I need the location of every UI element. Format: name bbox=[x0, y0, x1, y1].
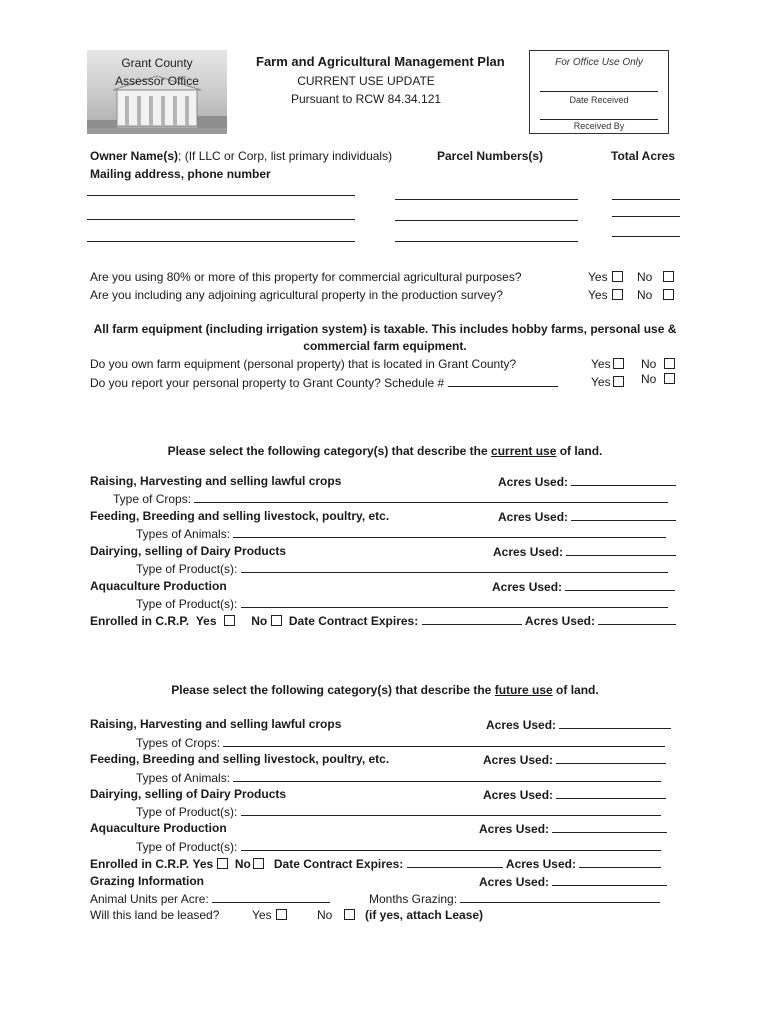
question-adjoining-property: Are you including any adjoining agricultural property in the production survey? bbox=[90, 288, 503, 302]
schedule-number-field[interactable] bbox=[448, 375, 558, 387]
future-animals-field[interactable] bbox=[233, 770, 661, 782]
future-crp-no-checkbox[interactable] bbox=[253, 858, 264, 869]
owner-line-2[interactable] bbox=[87, 219, 355, 220]
future-raising-acres: Acres Used: bbox=[486, 717, 671, 733]
office-use-box bbox=[529, 50, 669, 134]
question-commercial-use: Are you using 80% or more of this property for commercial agricultural purposes? bbox=[90, 270, 522, 284]
q3-no-option[interactable]: No bbox=[641, 357, 675, 372]
leased-yes-option[interactable]: Yes bbox=[252, 908, 287, 923]
form-subtitle: CURRENT USE UPDATE bbox=[297, 74, 435, 88]
current-dairying-acres: Acres Used: bbox=[493, 544, 676, 560]
current-use-heading: Please select the following category(s) that describe the current use of land. bbox=[167, 444, 603, 458]
date-received-label: Date Received bbox=[569, 95, 629, 105]
received-by-label: Received By bbox=[573, 121, 625, 131]
acres-line-3[interactable] bbox=[612, 236, 680, 237]
future-feeding-label: Feeding, Breeding and selling livestock, poultry, etc. bbox=[90, 752, 390, 766]
attach-lease-note: (if yes, attach Lease) bbox=[365, 908, 484, 922]
months-grazing-label: Months Grazing: bbox=[369, 891, 660, 907]
future-dairying-acres-field[interactable] bbox=[556, 787, 666, 799]
parcel-line-3[interactable] bbox=[395, 241, 578, 242]
future-aqua-products-field[interactable] bbox=[241, 839, 661, 851]
animal-units-label: Animal Units per Acre: bbox=[90, 891, 330, 907]
current-crops-label: Type of Crops: bbox=[113, 491, 668, 507]
current-aquaculture-acres: Acres Used: bbox=[492, 579, 675, 595]
q2-yes-checkbox[interactable] bbox=[612, 289, 623, 300]
current-raising-acres-field[interactable] bbox=[571, 474, 676, 486]
future-animals-label: Types of Animals: bbox=[136, 770, 661, 786]
future-feeding-acres-field[interactable] bbox=[556, 752, 666, 764]
future-raising-label: Raising, Harvesting and selling lawful crops bbox=[90, 717, 342, 731]
received-by-line[interactable] bbox=[540, 119, 658, 120]
future-aquaculture-acres-field[interactable] bbox=[552, 821, 667, 833]
office-name: Assessor Office bbox=[115, 74, 199, 88]
grazing-acres-field[interactable] bbox=[552, 874, 667, 886]
office-use-title: For Office Use Only bbox=[555, 57, 643, 68]
q4-no-option[interactable]: No bbox=[641, 372, 675, 387]
future-feeding-acres: Acres Used: bbox=[483, 752, 666, 768]
date-received-line[interactable] bbox=[540, 91, 658, 92]
future-crp-acres-field[interactable] bbox=[579, 856, 661, 868]
acres-line-1[interactable] bbox=[612, 199, 680, 200]
equipment-notice-line-1: All farm equipment (including irrigation system) is taxable. This includes hobby farms, personal use & bbox=[93, 322, 677, 336]
future-raising-acres-field[interactable] bbox=[559, 717, 671, 729]
current-dairying-acres-field[interactable] bbox=[566, 544, 676, 556]
q4-no-checkbox[interactable] bbox=[664, 373, 675, 384]
grazing-acres: Acres Used: bbox=[479, 874, 667, 890]
current-aqua-products-label: Type of Product(s): bbox=[136, 596, 668, 612]
future-dairy-products-field[interactable] bbox=[241, 804, 661, 816]
current-crp-no-checkbox[interactable] bbox=[271, 615, 282, 626]
current-crp-acres-field[interactable] bbox=[598, 613, 676, 625]
current-raising-label: Raising, Harvesting and selling lawful crops bbox=[90, 474, 342, 488]
q2-no-checkbox[interactable] bbox=[663, 289, 674, 300]
acres-line-2[interactable] bbox=[612, 216, 680, 217]
current-feeding-acres: Acres Used: bbox=[498, 509, 676, 525]
q2-no-option[interactable]: No bbox=[637, 288, 674, 303]
q3-no-checkbox[interactable] bbox=[664, 358, 675, 369]
future-crp-yes-checkbox[interactable] bbox=[217, 858, 228, 869]
future-aqua-products-label: Type of Product(s): bbox=[136, 839, 661, 855]
current-crp-yes-checkbox[interactable] bbox=[224, 615, 235, 626]
county-name: Grant County bbox=[121, 56, 193, 70]
future-crops-field[interactable] bbox=[223, 735, 665, 747]
months-grazing-field[interactable] bbox=[460, 891, 660, 903]
leased-yes-checkbox[interactable] bbox=[276, 909, 287, 920]
parcel-line-2[interactable] bbox=[395, 220, 578, 221]
leased-question: Will this land be leased? bbox=[90, 908, 220, 922]
current-raising-acres: Acres Used: bbox=[498, 474, 676, 490]
q1-no-checkbox[interactable] bbox=[663, 271, 674, 282]
future-dairying-acres: Acres Used: bbox=[483, 787, 666, 803]
current-crp-row: Enrolled in C.R.P. Yes No Date Contract Expires: Acres Used: bbox=[90, 613, 676, 629]
q1-yes-checkbox[interactable] bbox=[612, 271, 623, 282]
form-title: Farm and Agricultural Management Plan bbox=[256, 54, 505, 69]
owner-name-label: Owner Name(s); (If LLC or Corp, list primary individuals) bbox=[90, 149, 393, 163]
rcw-reference: Pursuant to RCW 84.34.121 bbox=[290, 92, 442, 106]
future-aquaculture-acres: Acres Used: bbox=[479, 821, 667, 837]
question-own-equipment: Do you own farm equipment (personal property) that is located in Grant County? bbox=[90, 357, 517, 371]
current-crops-field[interactable] bbox=[194, 491, 668, 503]
q3-yes-checkbox[interactable] bbox=[613, 358, 624, 369]
current-aquaculture-acres-field[interactable] bbox=[565, 579, 675, 591]
leased-no-checkbox[interactable] bbox=[344, 909, 355, 920]
future-aquaculture-label: Aquaculture Production bbox=[90, 821, 227, 835]
current-feeding-acres-field[interactable] bbox=[571, 509, 676, 521]
current-animals-label: Types of Animals: bbox=[136, 526, 666, 542]
future-use-heading: Please select the following category(s) that describe the future use of land. bbox=[171, 683, 599, 697]
current-dairy-products-label: Type of Product(s): bbox=[136, 561, 668, 577]
future-crops-label: Types of Crops: bbox=[136, 735, 665, 751]
future-crp-row: Enrolled in C.R.P. Yes No Date Contract Expires: Acres Used: bbox=[90, 856, 661, 872]
question-report-property: Do you report your personal property to Grant County? Schedule # bbox=[90, 375, 558, 391]
q4-yes-checkbox[interactable] bbox=[613, 376, 624, 387]
future-dairying-label: Dairying, selling of Dairy Products bbox=[90, 787, 287, 801]
q3-yes-option[interactable]: Yes bbox=[591, 357, 624, 372]
equipment-notice-line-2: commercial farm equipment. bbox=[303, 339, 467, 353]
grazing-heading: Grazing Information bbox=[90, 874, 204, 888]
total-acres-label: Total Acres bbox=[611, 149, 676, 163]
animal-units-field[interactable] bbox=[212, 891, 330, 903]
future-contract-date-field[interactable] bbox=[407, 856, 503, 868]
current-contract-date-field[interactable] bbox=[422, 613, 522, 625]
q1-no-option[interactable]: No bbox=[637, 270, 674, 285]
mailing-address-label: Mailing address, phone number bbox=[90, 167, 271, 181]
future-dairy-products-label: Type of Product(s): bbox=[136, 804, 661, 820]
current-animals-field[interactable] bbox=[233, 526, 666, 538]
parcel-line-1[interactable] bbox=[395, 199, 578, 200]
current-dairy-products-field[interactable] bbox=[241, 561, 668, 573]
current-aqua-products-field[interactable] bbox=[241, 596, 668, 608]
owner-line-3[interactable] bbox=[87, 241, 355, 242]
q1-yes-option[interactable]: Yes bbox=[588, 270, 623, 285]
q2-yes-option[interactable]: Yes bbox=[588, 288, 623, 303]
q4-yes-option[interactable]: Yes bbox=[591, 375, 624, 390]
current-dairying-label: Dairying, selling of Dairy Products bbox=[90, 544, 287, 558]
current-feeding-label: Feeding, Breeding and selling livestock, poultry, etc. bbox=[90, 509, 390, 523]
parcel-numbers-label: Parcel Numbers(s) bbox=[437, 149, 544, 163]
leased-no-option[interactable]: No bbox=[317, 908, 355, 923]
owner-line-1[interactable] bbox=[87, 195, 355, 196]
current-aquaculture-label: Aquaculture Production bbox=[90, 579, 227, 593]
